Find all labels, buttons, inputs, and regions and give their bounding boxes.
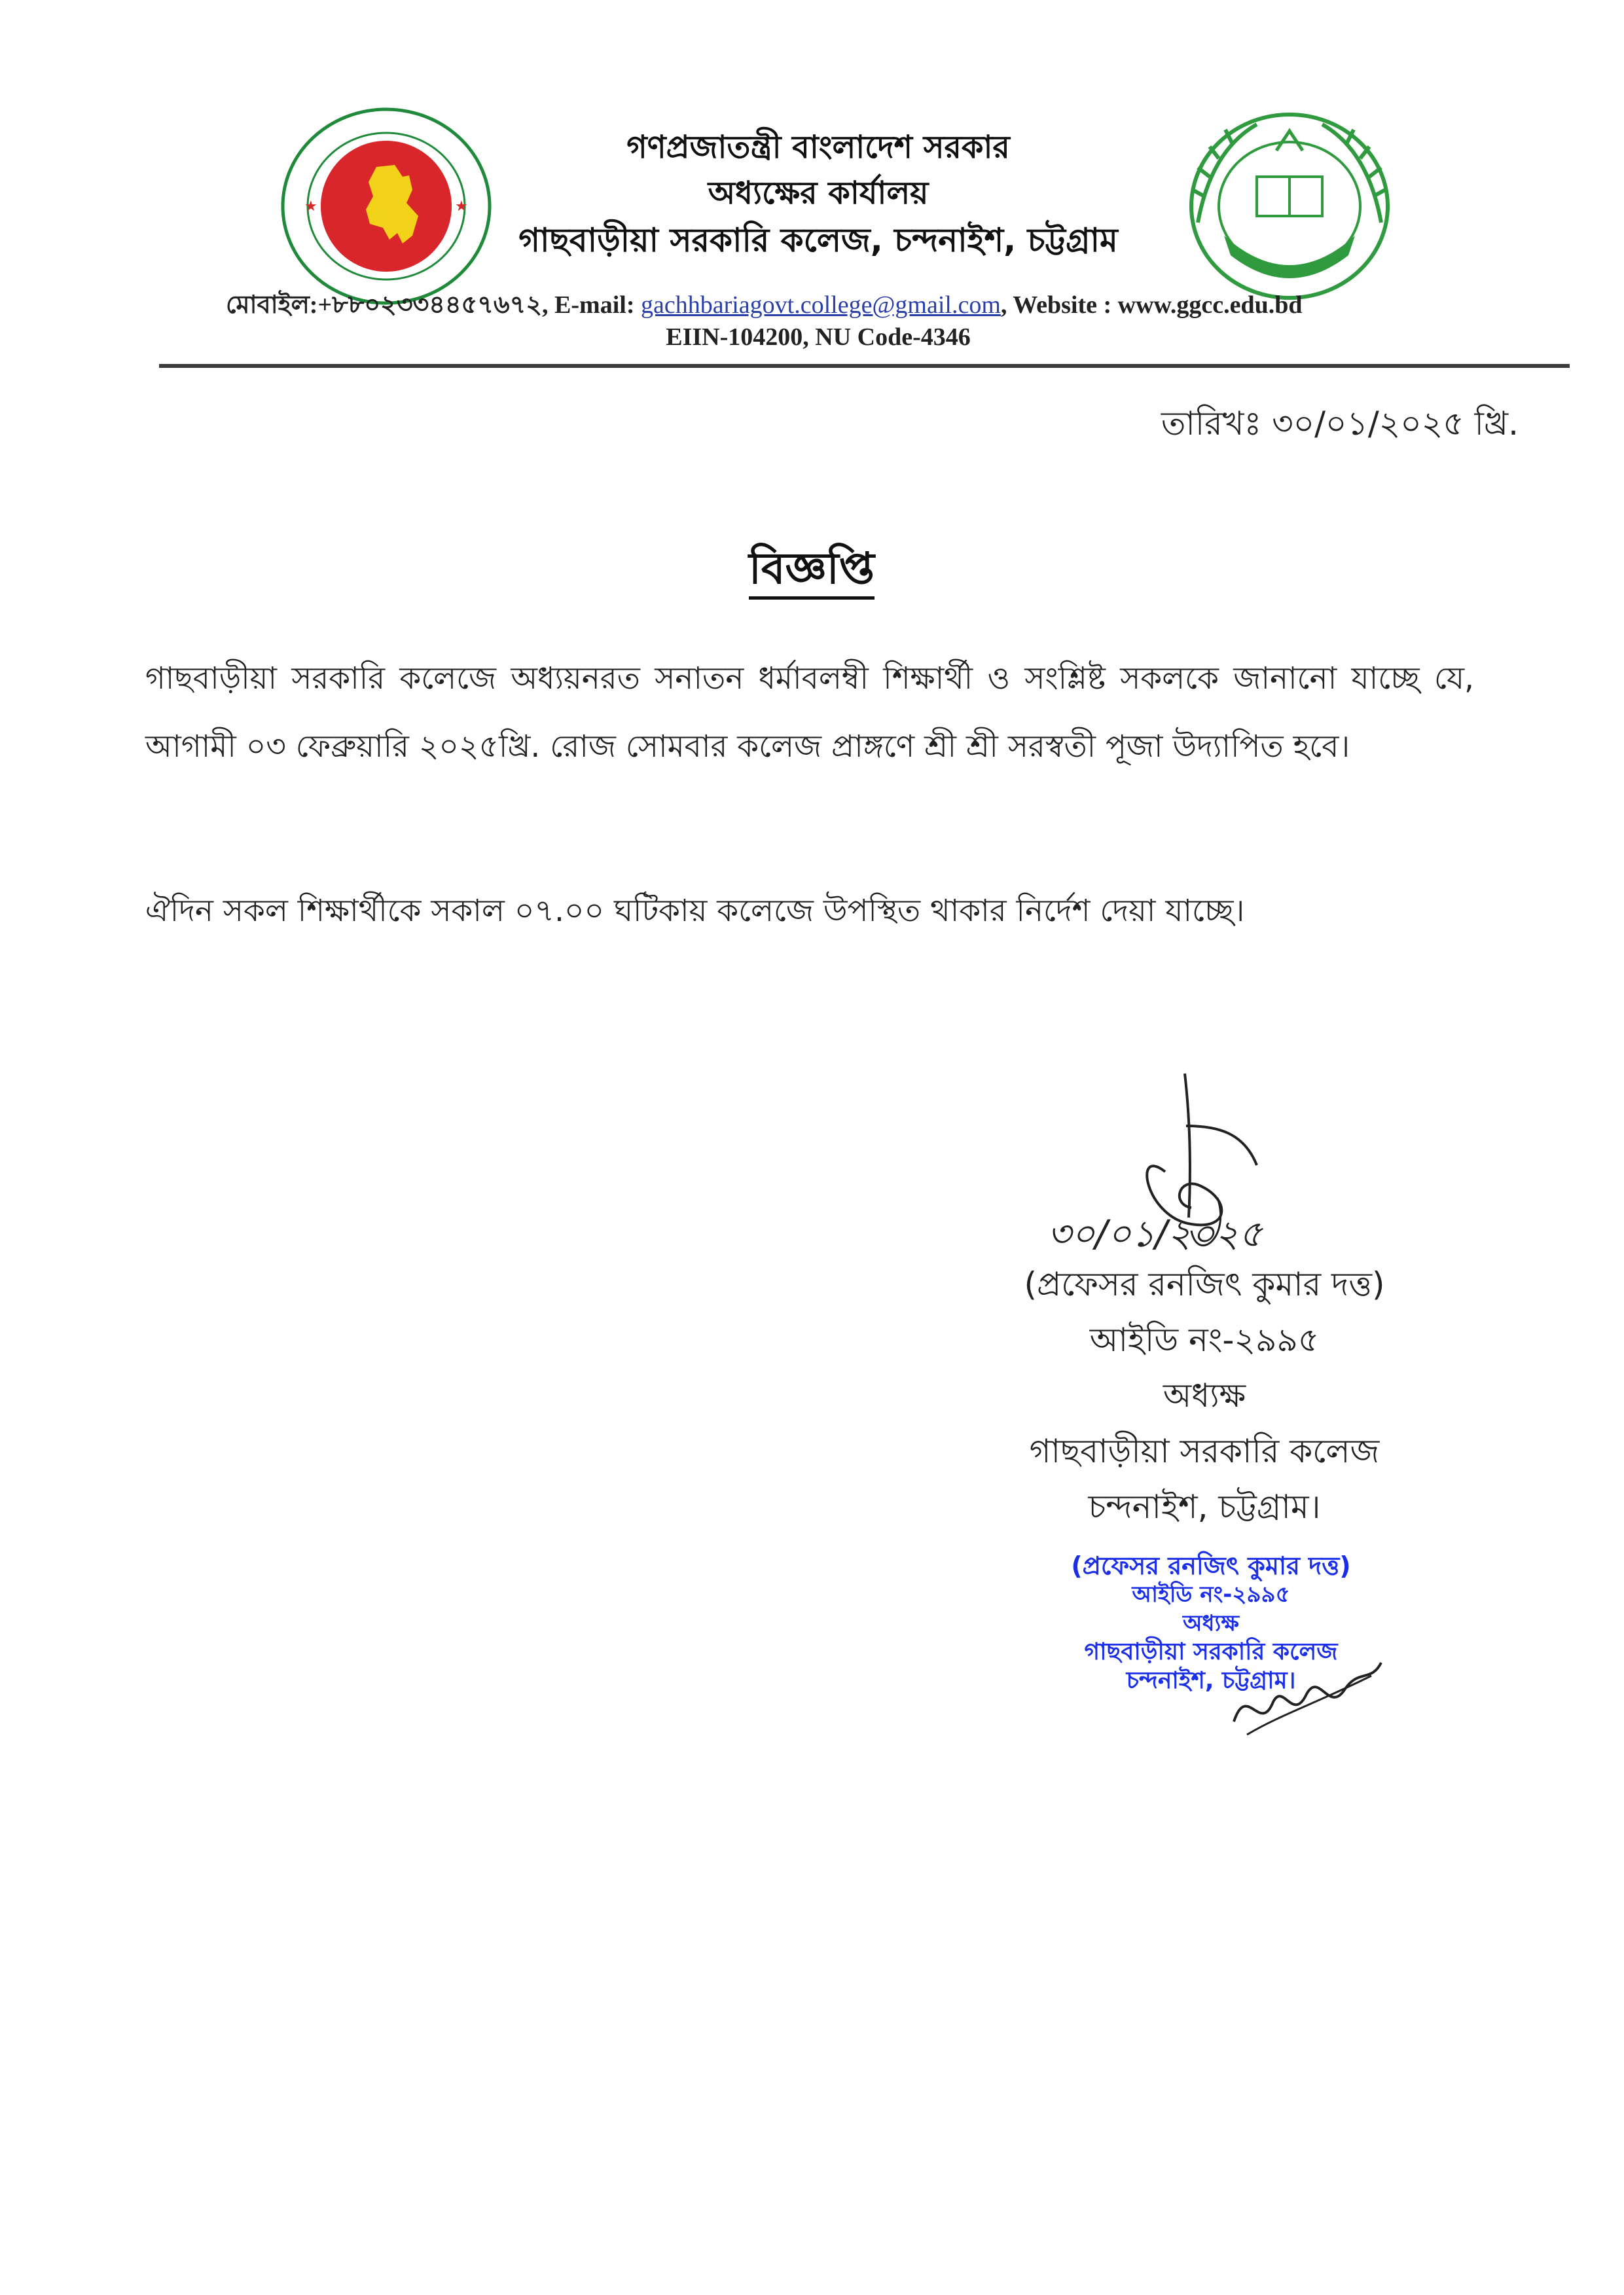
stamp-designation: অধ্যক্ষ — [1183, 1610, 1239, 1636]
notice-date: তারিখঃ ৩০/০১/২০২৫ খ্রি. — [1161, 405, 1519, 443]
mobile-number: মোবাইল:+৮৮০২৩৩৪৪৫৭৬৭২ — [226, 291, 543, 319]
stamp-college: গাছবাড়ীয়া সরকারি কলেজ — [1084, 1638, 1338, 1665]
notice-paragraph-2: ঐদিন সকল শিক্ষার্থীকে সকাল ০৭.০০ ঘটিকায় কলেজে উপস্থিত থাকার নির্দেশ দেয়া যাচ্ছে। — [145, 893, 1245, 929]
email-link[interactable]: gachhbariagovt.college@gmail.com — [640, 291, 1001, 319]
notice-paragraph-1: গাছবাড়ীয়া সরকারি কলেজে অধ্যয়নরত সনাতন ধর্মাবলম্বী শিক্ষার্থী ও সংশ্লিষ্ট সকলকে জানানো যাচ্ছে যে, আগামী ০৩ ফেব্রুয়ারি ২০২৫খ্রি. রোজ সোমবার কলেজ প্রাঙ্গণে শ্রী শ্রী সরস্বতী পূজা উদ্যাপিত হবে। — [145, 660, 1474, 765]
notice-title-text: বিজ্ঞপ্তি — [749, 543, 875, 600]
signatory-name: (প্রফেসর রনজিৎ কুমার দত্ত) — [1024, 1265, 1385, 1303]
signatory-designation: অধ্যক্ষ — [1163, 1377, 1246, 1415]
office-name: অধ্যক্ষের কার্যালয় — [708, 175, 929, 211]
college-name: গাছবাড়ীয়া সরকারি কলেজ, চন্দনাইশ, চট্টগ্রাম — [518, 221, 1118, 259]
signatory-college: গাছবাড়ীয়া সরকারি কলেজ — [1029, 1432, 1380, 1470]
signatory-block — [929, 1257, 1479, 1535]
notice-title — [681, 535, 943, 607]
handwritten-signature-date: ৩০/০১/২০২৫ — [1047, 1213, 1263, 1256]
svg-text:★: ★ — [304, 198, 317, 215]
stamp-id: আইডি নং-২৯৯৫ — [1132, 1581, 1290, 1608]
website-text: Website : www.ggcc.edu.bd — [1013, 291, 1303, 319]
contact-line: মোবাইল:+৮৮০২৩৩৪৪৫৭৬৭২, E-mail: gachhbariagovt.college@gmail.com, Website : www.ggcc.edu.bd — [226, 291, 1303, 319]
gachhbaria-college-logo-icon — [1178, 98, 1401, 308]
institution-codes: EIIN-104200, NU Code-4346 — [666, 323, 971, 351]
stamp-name: (প্রফেসর রনজিৎ কুমার দত্ত) — [1071, 1551, 1351, 1580]
stamp-location: চন্দনাইশ, চট্টগ্রাম। — [1126, 1667, 1296, 1694]
svg-text:★: ★ — [455, 198, 468, 215]
government-name: গণপ্রজাতন্ত্রী বাংলাদেশ সরকার — [626, 129, 1010, 166]
signatory-location: চন্দনাইশ, চট্টগ্রাম। — [1088, 1488, 1321, 1526]
email-label: E-mail: — [554, 291, 635, 319]
letterhead-title-block — [458, 124, 1178, 264]
signatory-id: আইডি নং-২৯৯৫ — [1089, 1321, 1320, 1359]
header-divider — [159, 364, 1570, 368]
stamp-initials-signature — [1221, 1643, 1391, 1741]
